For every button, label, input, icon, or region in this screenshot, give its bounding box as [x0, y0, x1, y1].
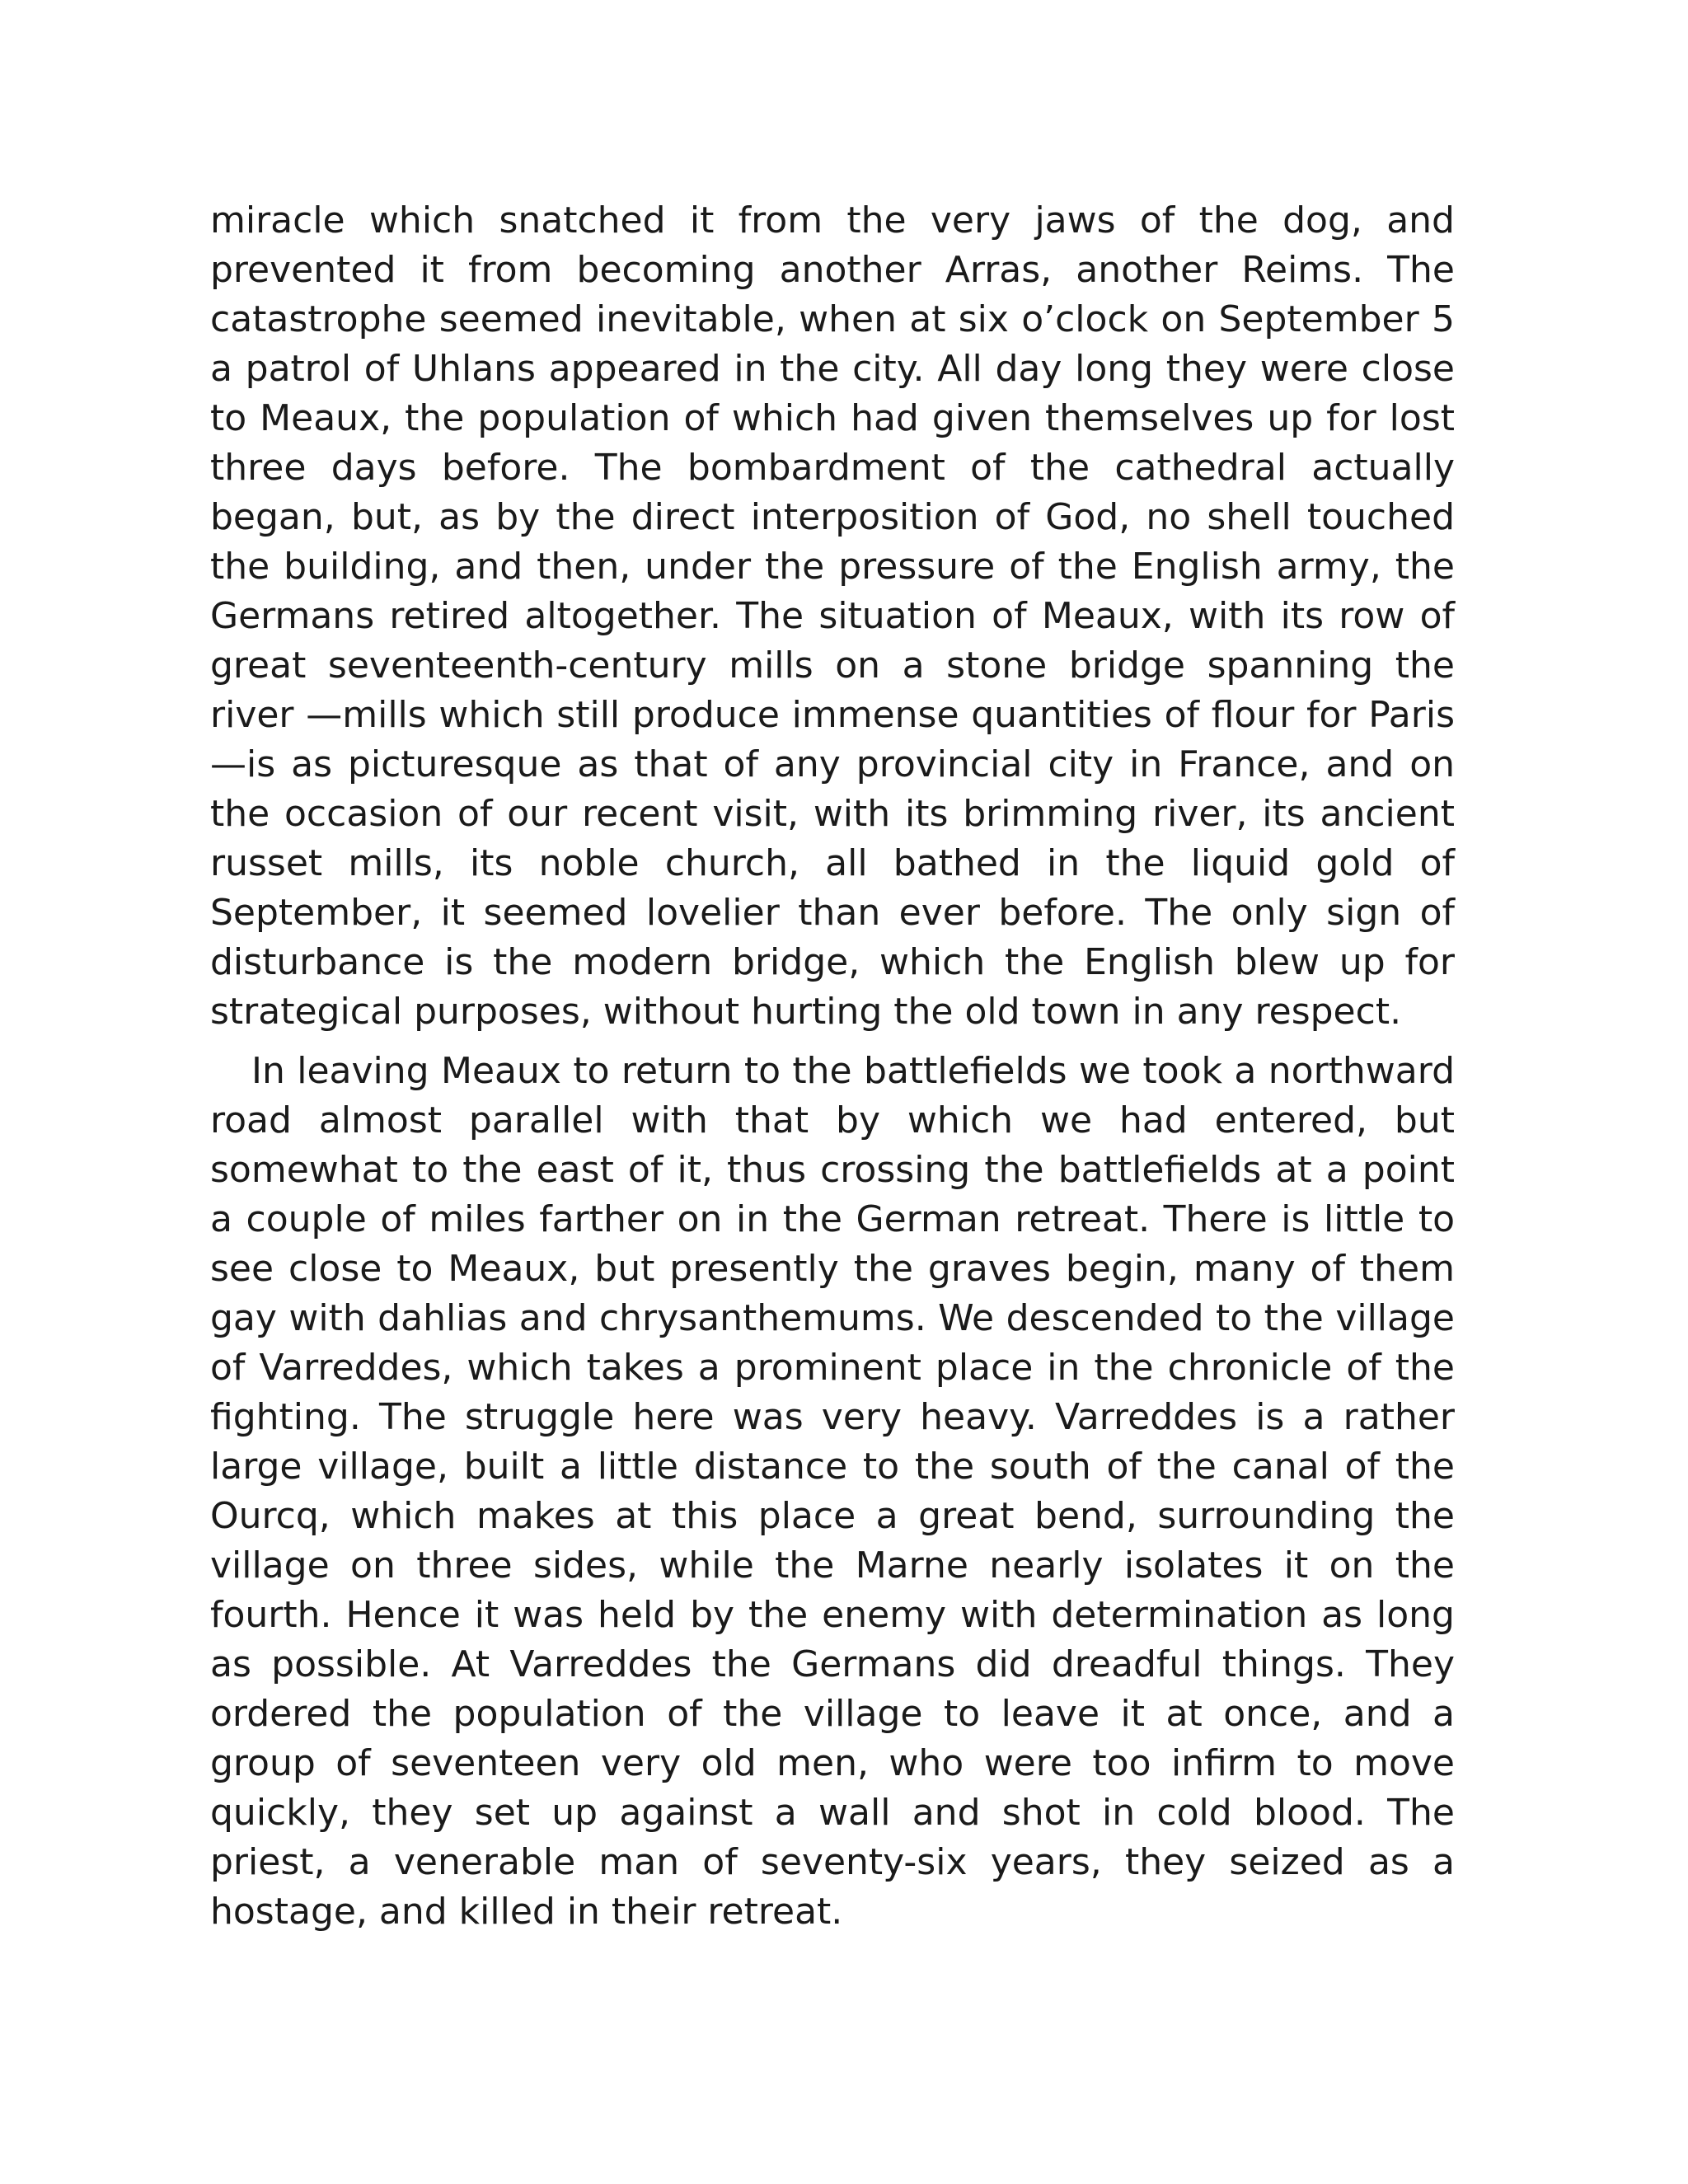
paragraph-continued: miracle which snatched it from the very jaws of the dog, and prevented it from becoming another Arras, another Reims. The catastrophe seemed inevitable, when at six o’clock on September 5 a patrol of Uhlans appeared in the city. All day long they were close to Meaux, the population of which had given themselves up for lost three days before. The bombardment of the cathedral actually began, but, as by the direct interposition of God, no shell touched the building, and then, under the pressure of the English army, the Germans retired altogether. The situation of Meaux, with its row of great seventeenth-century mills on a stone bridge spanning the river —mills which still produce immense quantities of flour for Paris—is as picturesque as that of any provincial city in France, and on the occasion of our recent visit, with its brimming river, its ancient russet mills, its noble church, all bathed in the liquid gold of September, it seemed lovelier than ever before. The only sign of disturbance is the modern bridge, which the English blew up for strategical purposes, without hurting the old town in any respect. — [210, 199, 1455, 1033]
page-body — [210, 196, 1455, 1937]
paragraph-varreddes: In leaving Meaux to return to the battlefields we took a northward road almost parallel with that by which we had entered, but somewhat to the east of it, thus crossing the battlefields at a point a couple of miles farther on in the German retreat. There is little to see close to Meaux, but presently the graves begin, many of them gay with dahlias and chrysanthemums. We descended to the village of Varreddes, which takes a prominent place in the chronicle of the fighting. The struggle here was very heavy. Varreddes is a rather large village, built a little distance to the south of the canal of the Ourcq, which makes at this place a great bend, surrounding the village on three sides, while the Marne nearly isolates it on the fourth. Hence it was held by the enemy with determination as long as possible. At Varreddes the Germans did dreadful things. They ordered the population of the village to leave it at once, and a group of seventeen very old men, who were too infirm to move quickly, they set up against a wall and shot in cold blood. The priest, a venerable man of seventy-six years, they seized as a hostage, and killed in their retreat. — [210, 1050, 1455, 1933]
